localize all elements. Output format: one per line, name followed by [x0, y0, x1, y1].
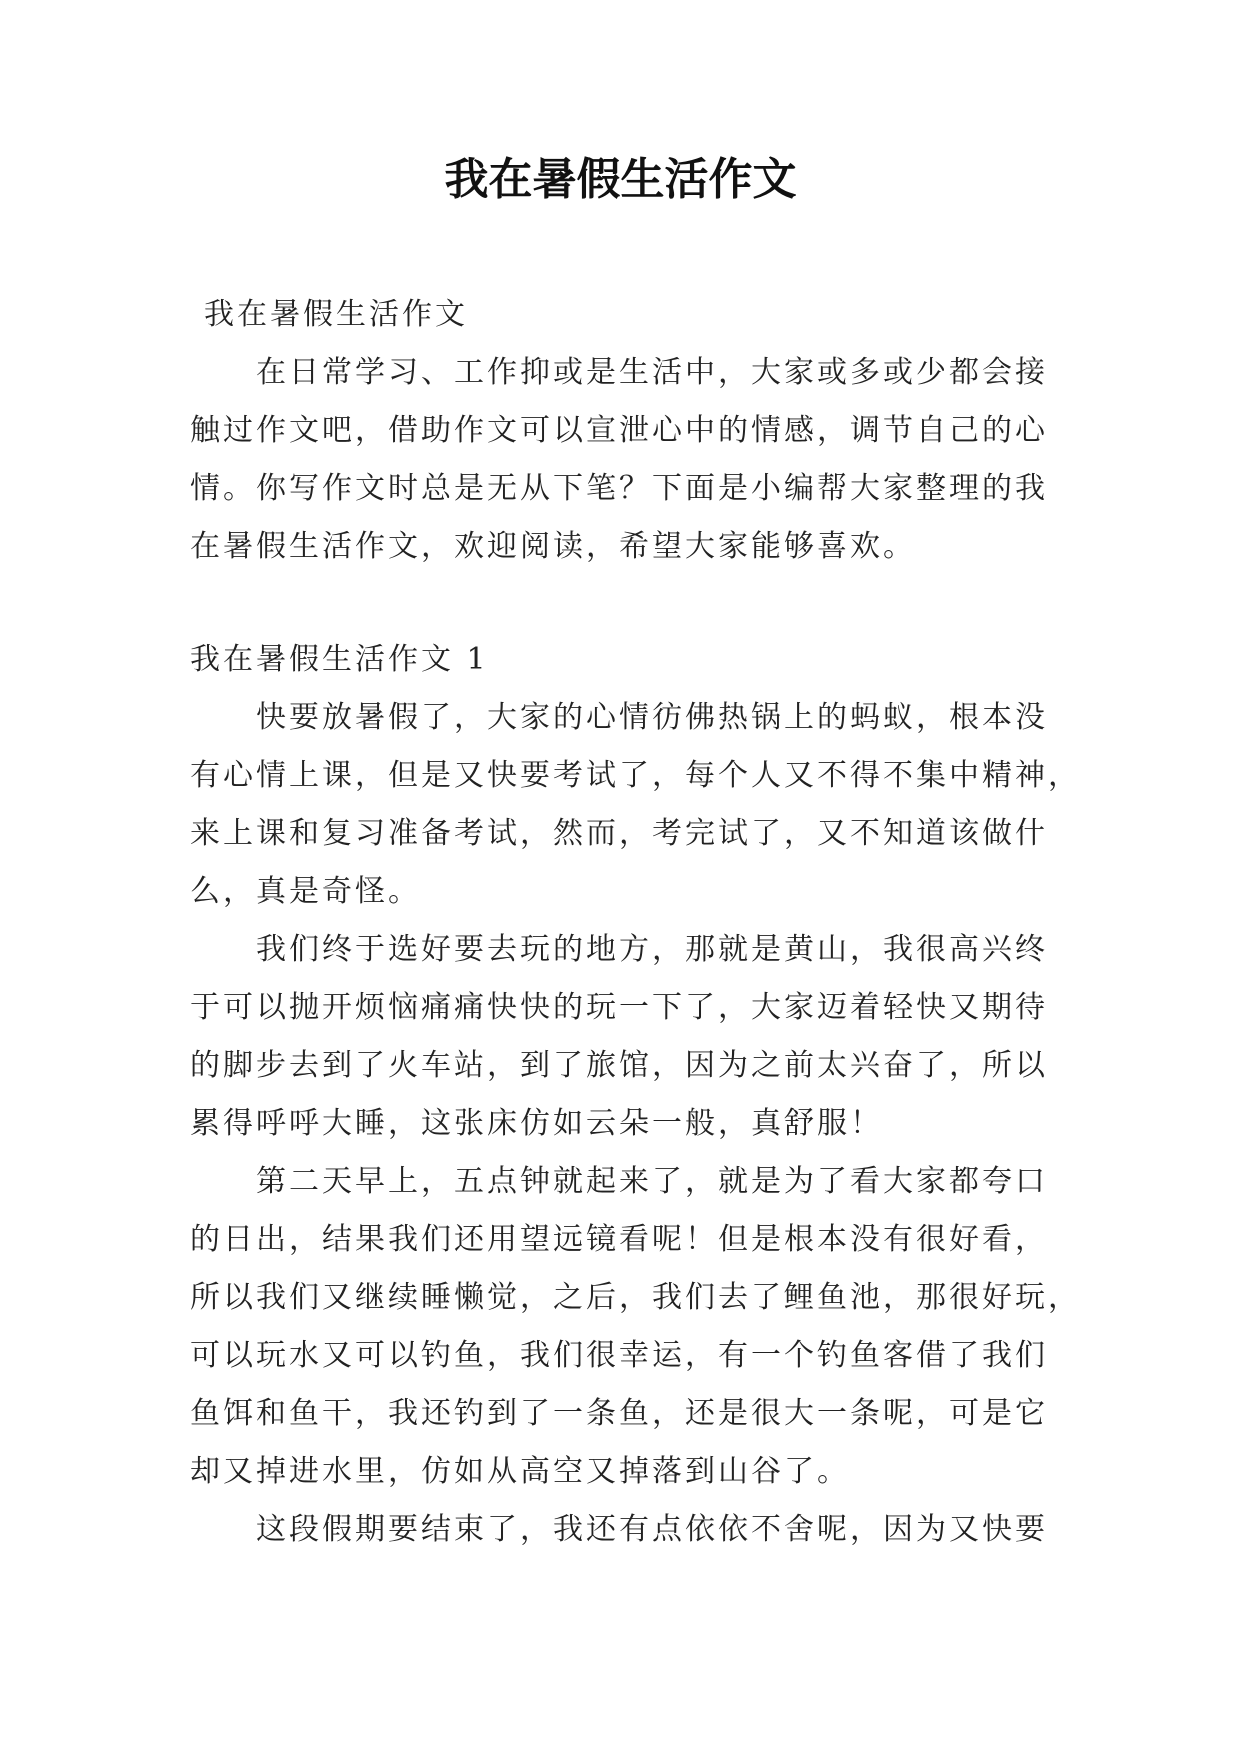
paragraph-line: 在暑假生活作文，欢迎阅读，希望大家能够喜欢。: [190, 529, 916, 564]
section-spacer: [190, 576, 1060, 631]
paragraph-line: 有心情上课，但是又快要考试了，每个人又不得不集中精神，: [190, 758, 1081, 793]
paragraph-3: [190, 1153, 1081, 1501]
document-title: 我在暑假生活作文: [444, 154, 797, 205]
paragraph-line: 来上课和复习准备考试，然而，考完试了，又不知道该做什: [190, 816, 1048, 851]
paragraph-line: 所以我们又继续睡懒觉，之后，我们去了鲤鱼池，那很好玩，: [190, 1280, 1081, 1315]
paragraph-line: 么，真是奇怪。: [190, 874, 421, 909]
paragraph-4: [190, 1501, 1060, 1559]
paragraph-line: 的脚步去到了火车站，到了旅馆，因为之前太兴奋了，所以: [190, 1048, 1048, 1083]
paragraph-line: 我们终于选好要去玩的地方，那就是黄山，我很高兴终: [256, 932, 1048, 967]
paragraph-line: 在日常学习、工作抑或是生活中，大家或多或少都会接: [256, 355, 1048, 390]
paragraph-line: 累得呼呼大睡，这张床仿如云朵一般，真舒服！: [190, 1106, 883, 1141]
paragraph-line: 情。你写作文时总是无从下笔？下面是小编帮大家整理的我: [190, 471, 1048, 506]
document-body: [190, 286, 1081, 1559]
paragraph-line: 快要放暑假了，大家的心情彷佛热锅上的蚂蚁，根本没: [256, 700, 1048, 735]
paragraph-line: 这段假期要结束了，我还有点依依不舍呢，因为又快要: [256, 1512, 1048, 1547]
intro-paragraph: [190, 344, 1060, 576]
paragraph-line: 第二天早上，五点钟就起来了，就是为了看大家都夸口: [256, 1164, 1048, 1199]
paragraph-line: 的日出，结果我们还用望远镜看呢！但是根本没有很好看，: [190, 1222, 1048, 1257]
paragraph-line: 可以玩水又可以钓鱼，我们很幸运，有一个钓鱼客借了我们: [190, 1338, 1048, 1373]
paragraph-line: 于可以抛开烦恼痛痛快快的玩一下了，大家迈着轻快又期待: [190, 990, 1048, 1025]
paragraph-line: 触过作文吧，借助作文可以宣泄心中的情感，调节自己的心: [190, 413, 1048, 448]
paragraph-2: [190, 921, 1060, 1153]
paragraph-line: 却又掉进水里，仿如从高空又掉落到山谷了。: [190, 1454, 850, 1489]
paragraph-1: [190, 689, 1081, 921]
paragraph-line: 鱼饵和鱼干，我还钓到了一条鱼，还是很大一条呢，可是它: [190, 1396, 1048, 1431]
intro-heading: 我在暑假生活作文: [204, 297, 468, 332]
section-heading: 我在暑假生活作文 1: [190, 642, 489, 677]
